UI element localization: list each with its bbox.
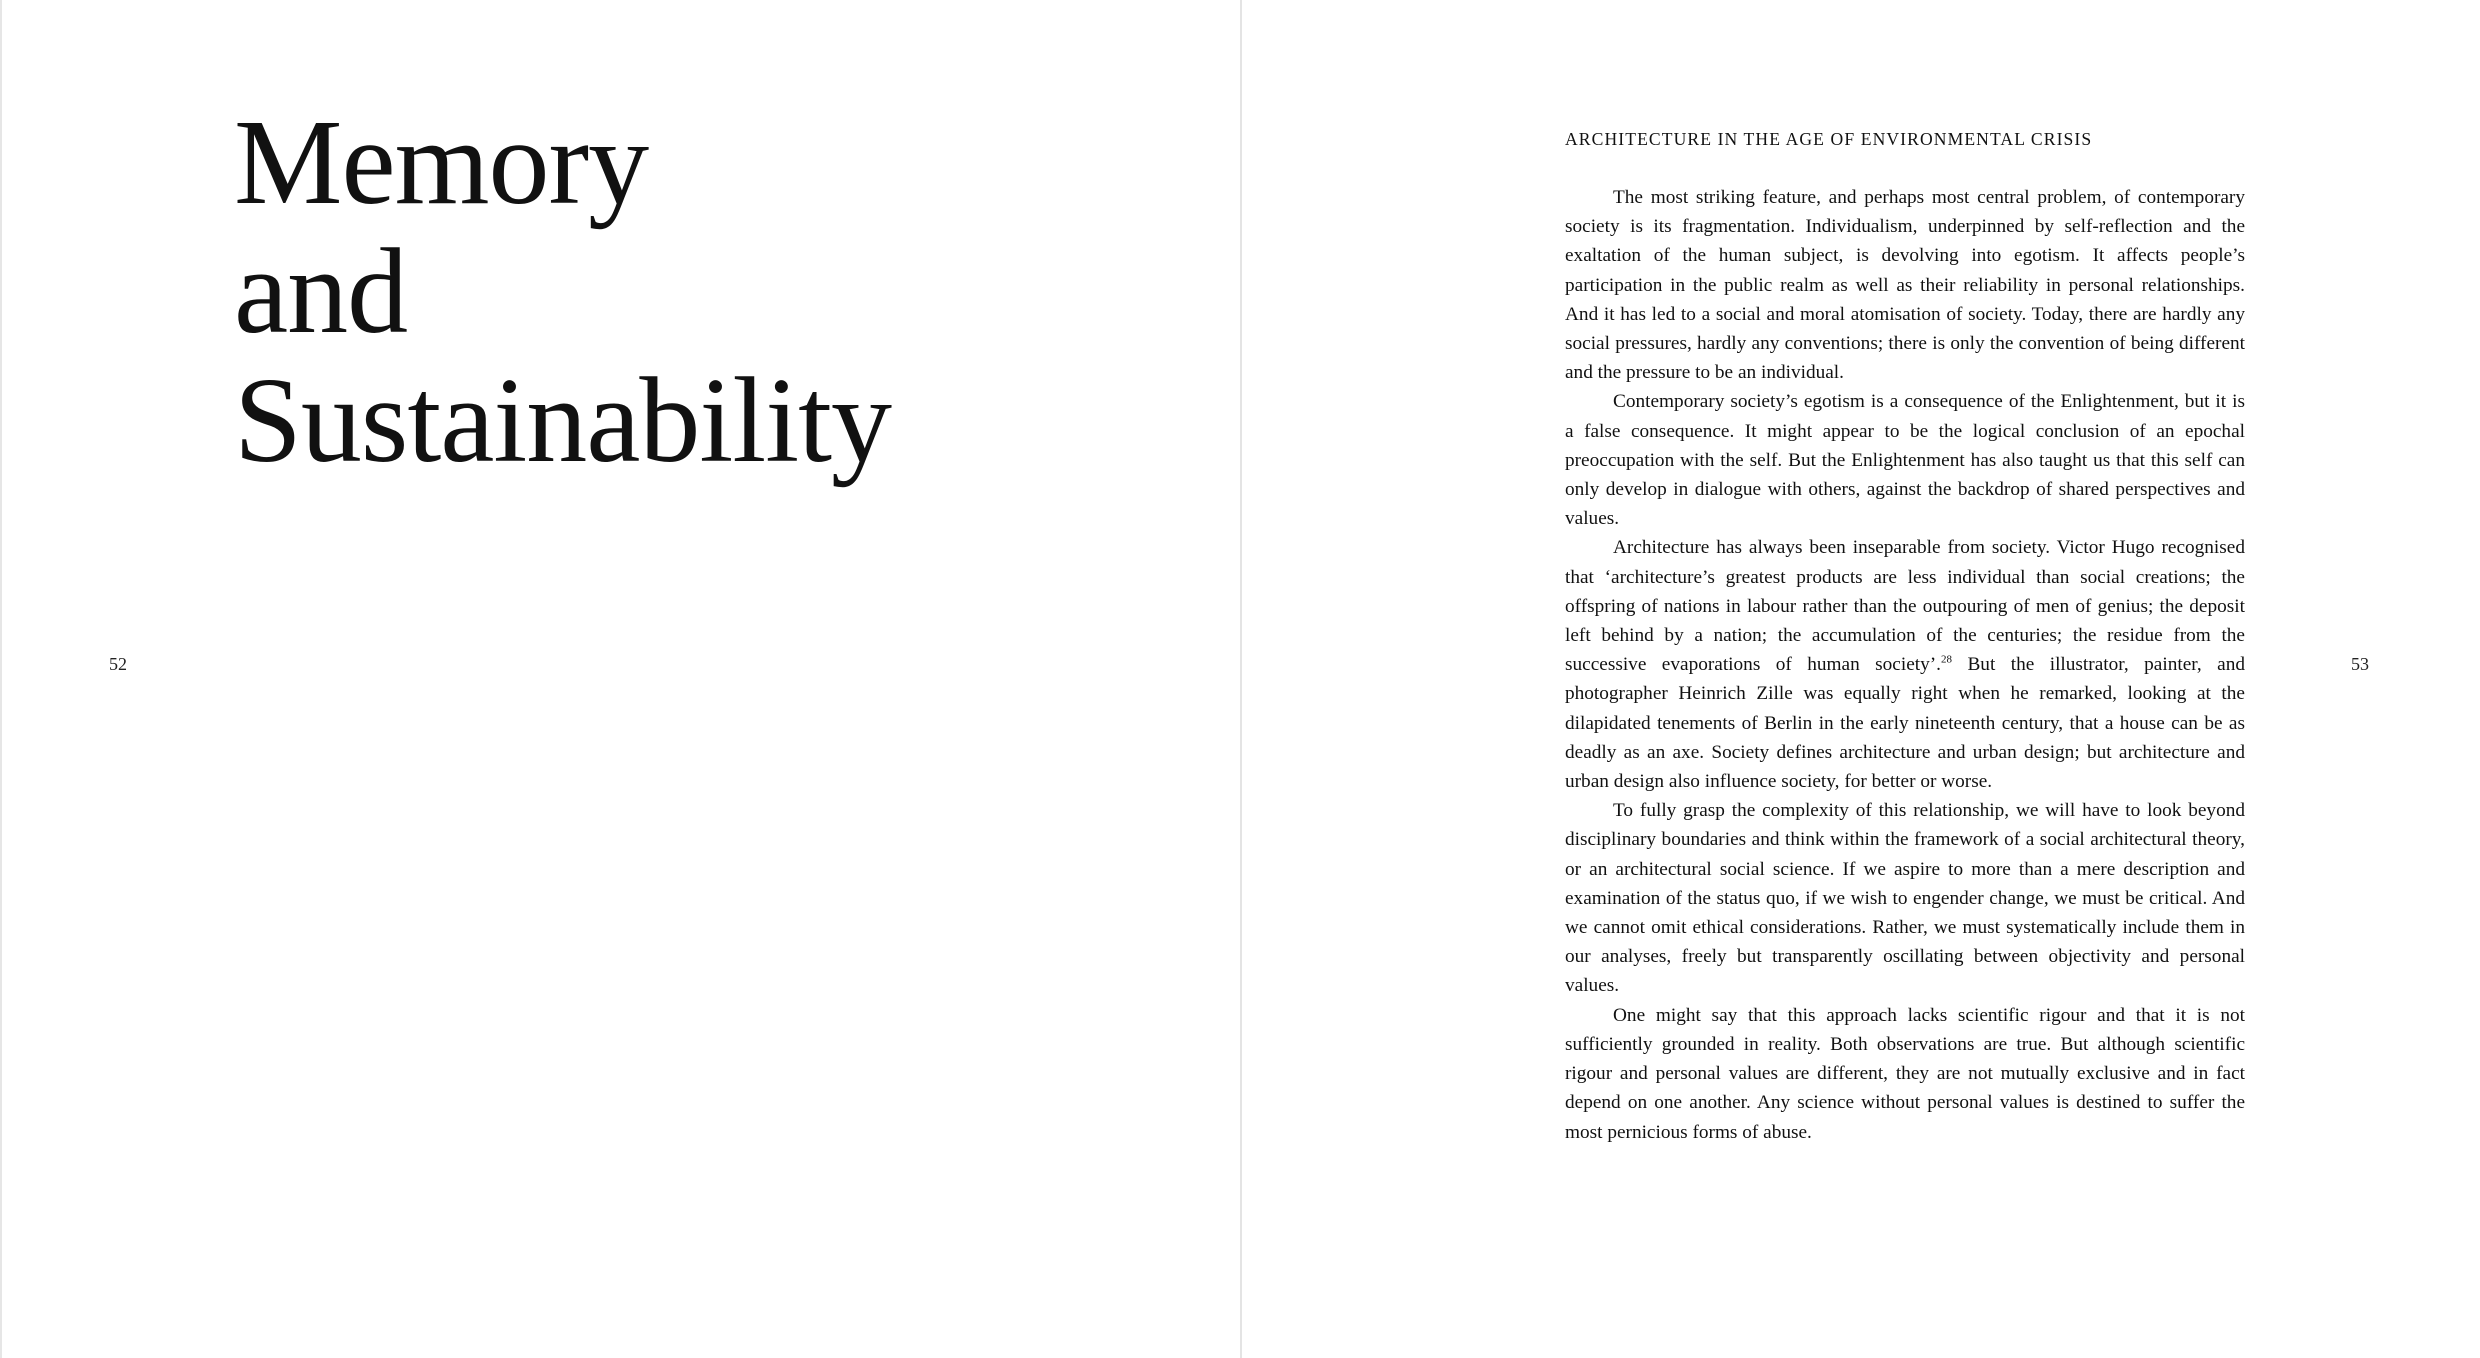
chapter-title-line-3: Sustainability [234, 353, 891, 488]
page-number-right: 53 [2351, 654, 2369, 674]
paragraph-1: The most striking feature, and perhaps most central problem, of contemporary society is its fragmentation. Individualism, underpinned by self-reflection and the exaltation of the human subject, is devolving into egotism. It affects people’s participation in the public realm as well as their reliability in personal relationships. And it has led to a social and moral atomisation of society. Today, there are hardly any social pressures, hardly any conventions; there is only the convention of being different and the pressure to be an individual. [1565, 187, 2245, 384]
chapter-title-line-2: and [234, 224, 408, 359]
paragraph-4: To fully grasp the complexity of this relationship, we will have to look beyond disciplinary boundaries and think within the framework of a social architectural theory, or an architectural social science. If we aspire to more than a mere description and examination of the status quo, if we wish to engender change, we must be critical. And we cannot omit ethical considerations. Rather, we must systematically include them in our analyses, freely but transparently oscillating between objectivity and personal values. [1565, 800, 2245, 997]
paragraph-3 [1565, 533, 2245, 796]
page-number-left: 52 [109, 654, 127, 674]
paragraph-3-text-a: Architecture has always been inseparable from society. Victor Hugo recognised that ‘architecture’s greatest products are less individual than social creations; the offspring of nations in labour rather than the outpouring of men of genius; the deposit left behind by a nation; the accumulation of the centuries; the residue from the successive evaporations of human society’. [1565, 537, 2245, 676]
chapter-title-line-1: Memory [234, 95, 649, 230]
running-head: ARCHITECTURE IN THE AGE OF ENVIRONMENTAL CRISIS [1565, 129, 2093, 149]
paragraph-5: One might say that this approach lacks scientific rigour and that it is not sufficiently grounded in reality. Both observations are true. But although scientific rigour and personal values are different, they are not mutually exclusive and in fact depend on one another. Any science without personal values is destined to suffer the most pernicious forms of abuse. [1565, 1004, 2245, 1143]
body-text [1565, 183, 2245, 1147]
chapter-title [234, 95, 891, 488]
paragraph-3-text-b: But the illustrator, painter, and photographer Heinrich Zille was equally right when he remarked, looking at the dilapidated tenements of Berlin in the early nineteenth century, that a house can be as deadly as an axe. Society defines architecture and urban design; but architecture and urban design also influence society, for better or worse. [1565, 654, 2246, 793]
paragraph-2: Contemporary society’s egotism is a consequence of the Enlightenment, but it is a false consequence. It might appear to be the logical conclusion of an epochal preoccupation with the self. But the Enlightenment has also taught us that this self can only develop in dialogue with others, against the backdrop of shared perspectives and values. [1565, 391, 2245, 530]
footnote-marker[interactable]: 28 [1941, 653, 1953, 666]
